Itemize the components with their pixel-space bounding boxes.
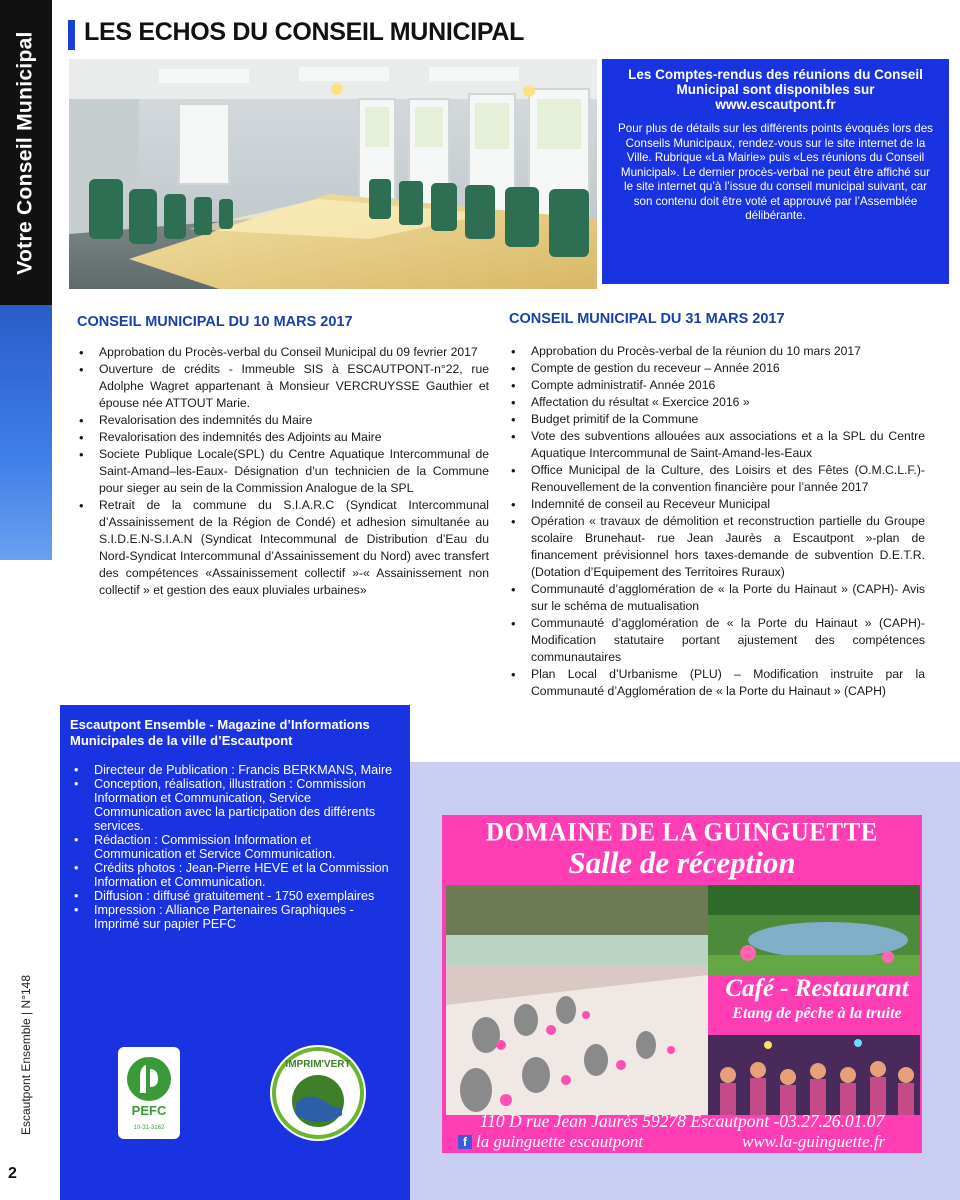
masthead-heading: Escautpont Ensemble - Magazine d’Informations Municipales de la ville d’Escautpont [70,717,370,748]
meeting-room-photo [69,59,597,289]
sidebar-footer: Escautpont Ensemble | N°148 [19,974,34,1136]
reception-hall-photo [446,885,708,1115]
title-accent-bar [68,20,75,50]
list-item: • Retrait de la commune du S.I.A.R.C (Syndicat Intercommunal d’Assainissement de la Région de Condé) et adhesion simultanée au S.I.D.E.N-S.I.A.N (Syndicat Intecommunal de Distribution d’Eau du Nord-Syndicat Intercommunal d’Assainissement du Nord) avec transfert des compétences «Assainissement collectif »-« Assainissement non collectif » et gestion des eaux pluviales urbaines» [73,497,489,599]
list-item: • Rédaction : Commission Information et Communication et Service Communication. [70,833,400,861]
masthead-list [70,763,400,931]
list-item: • Ouverture de crédits - Immeuble SIS à ESCAUTPONT-n°22, rue Adolphe Wagret appartenant à Monsieur VERCRUYSSE Gauthier et épouse née ATTOUT Marie. [73,361,489,412]
council-march-31-list [505,343,925,700]
imprim-vert-label: IMPRIM'VERT [285,1059,351,1070]
list-item: • Communauté d’agglomération de « la Porte du Hainaut » (CAPH)- Avis sur le schéma de mutualisation [505,581,925,615]
list-item: • Impression : Alliance Partenaires Graphiques - Imprimé sur papier PEFC [70,903,400,931]
sidebar-blue-strip [0,305,52,560]
list-item: • Revalorisation des indemnités des Adjoints au Maire [73,429,489,446]
page-number: 2 [8,1165,17,1182]
list-item: • Opération « travaux de démolition et reconstruction partielle du Groupe scolaire Brunehaut- rue Jean Jaurès a Escautpont »-plan de financement prévisionnel hors taxes-demande de subvention D.E.T.R. (Dotation d’Equipement des Territoires Ruraux) [505,513,925,581]
lake-photo [708,885,920,975]
ad-subtitle: Salle de réception [568,845,796,880]
list-item: • Office Municipal de la Culture, des Loisirs et des Fêtes (O.M.C.L.F.)- Renouvellement de la convention financière pour l’année 2017 [505,462,925,496]
party-photo [708,1035,920,1115]
list-item: • Approbation du Procès-verbal du Conseil Municipal du 09 fevrier 2017 [73,344,489,361]
list-item: • Plan Local d’Urbanisme (PLU) – Modification instruite par la Communauté d’Agglomération de « la Porte du Hainaut » (CAPH) [505,666,925,700]
imprim-vert-logo [270,1045,366,1141]
list-item: • Societe Publique Locale(SPL) du Centre Aquatique Intercommunal de Saint-Amand–les-Eaux- Désignation d’un technicien de la Commune pour sieger au sein de la Commission Analogue de la SPL [73,446,489,497]
ad-cafe-label: Café - Restaurant [725,975,909,1002]
list-item: • Crédits photos : Jean-Pierre HEVE et la Commission Information et Communication. [70,861,400,889]
pefc-label: PEFC [131,1103,167,1118]
list-item: • Directeur de Publication : Francis BERKMANS, Maire [70,763,400,777]
meeting-room-illustration [69,59,597,289]
guinguette-advertisement [442,815,922,1153]
council-march-31-title: CONSEIL MUNICIPAL DU 31 MARS 2017 [509,311,785,327]
pefc-tree-icon [118,1047,180,1139]
list-item: • Communauté d’agglomération de « la Porte du Hainaut » (CAPH)- Modification statutaire portant ajustement des compétences communautaires [505,615,925,666]
reception-hall-illustration [446,885,708,1115]
list-item: • Approbation du Procès-verbal de la réunion du 10 mars 2017 [505,343,925,360]
lake-illustration [708,885,920,975]
facebook-icon: f [458,1135,472,1149]
ad-title: DOMAINE DE LA GUINGUETTE [486,818,878,847]
minutes-info-heading: Les Comptes-rendus des réunions du Conseil Municipal sont disponibles sur www.escautpont.fr [628,67,923,112]
imprim-vert-icon [270,1045,366,1141]
pefc-logo [118,1047,180,1139]
list-item: • Budget primitif de la Commune [505,411,925,428]
list-item: • Vote des subventions allouées aux associations et a la SPL du Centre Aquatique Intercommunal de Saint-Amand-les-Eaux [505,428,925,462]
minutes-info-box [602,59,949,284]
sidebar-title: Votre Conseil Municipal [14,30,38,275]
list-item: • Compte administratif- Année 2016 [505,377,925,394]
council-march-10-list [73,344,489,599]
list-item: • Indemnité de conseil au Receveur Municipal [505,496,925,513]
page-title: LES ECHOS DU CONSEIL MUNICIPAL [84,18,525,46]
ad-website[interactable]: www.la-guinguette.fr [742,1132,886,1151]
council-march-10-title: CONSEIL MUNICIPAL DU 10 MARS 2017 [77,314,353,330]
list-item: • Compte de gestion du receveur – Année 2016 [505,360,925,377]
pefc-code: 10-31-3162 [133,1125,165,1131]
ad-address: 110 D rue Jean Jaurès 59278 Escautpont -03.27.26.01.07 [479,1111,885,1131]
list-item: • Conception, réalisation, illustration : Commission Information et Communication, Service Communication avec la participation des différents services. [70,777,400,833]
minutes-info-body: Pour plus de détails sur les différents points évoqués lors des Conseils Municipaux, rendez-vous sur le site internet de la Ville. Rubrique «La Mairie» puis «Les réunions du Conseil Municipal». Le dernier procès-verbal ne peut être affiché sur le site internet qu’à l’issue du conseil municipal suivant, car son contenu doit être voté et approuvé par l’Assemblée délibérante. [618,122,933,222]
list-item: • Affectation du résultat « Exercice 2016 » [505,394,925,411]
ad-etang-label: Etang de pêche à la truite [732,1005,902,1022]
list-item: • Diffusion : diffusé gratuitement - 1750 exemplaires [70,889,400,903]
list-item: • Revalorisation des indemnités du Maire [73,412,489,429]
ad-facebook[interactable]: la guinguette escautpont [476,1132,644,1151]
party-illustration [708,1035,920,1115]
